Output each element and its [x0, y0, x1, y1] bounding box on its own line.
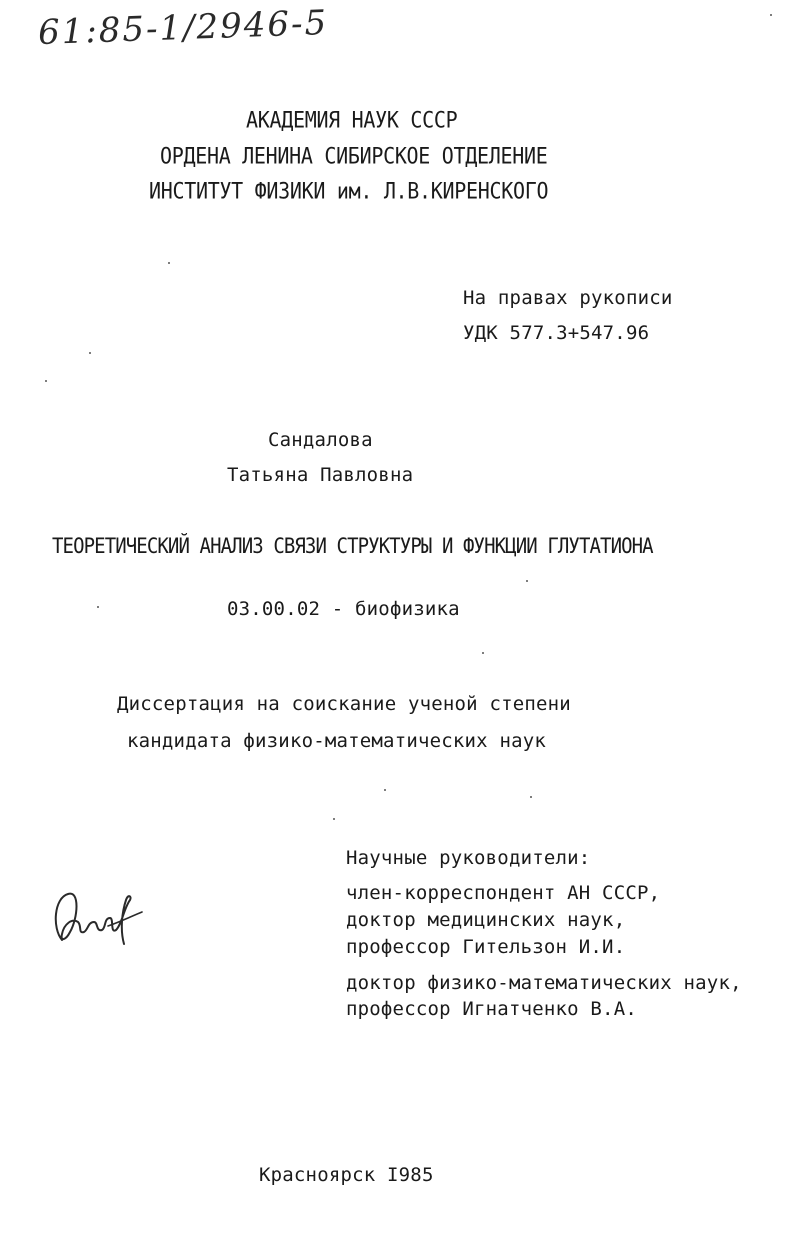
author-surname: Сандалова — [268, 429, 373, 451]
supervisor-1-line-2: доктор медицинских наук, — [346, 909, 626, 931]
header-institute: ИНСТИТУТ ФИЗИКИ им. Л.В.КИРЕНСКОГО — [149, 177, 549, 204]
header-academy: АКАДЕМИЯ НАУК СССР — [246, 106, 458, 133]
signature — [48, 878, 148, 958]
paper-speck — [168, 262, 170, 264]
archive-number-handwritten: 61:85-1/2946-5 — [37, 2, 329, 54]
supervisors-heading: Научные руководители: — [346, 847, 591, 869]
paper-speck — [482, 652, 484, 654]
supervisor-1-line-3: профессор Гительзон И.И. — [346, 936, 626, 958]
paper-speck — [89, 352, 91, 354]
author-given-names: Татьяна Павловна — [227, 464, 414, 486]
paper-speck — [530, 796, 532, 798]
paper-speck — [333, 818, 335, 820]
degree-line-2: кандидата физико-математических наук — [127, 730, 547, 752]
place-and-year: Красноярск I985 — [259, 1164, 434, 1186]
paper-speck — [770, 14, 772, 16]
specialty-code: 03.00.02 - биофизика — [227, 598, 460, 620]
paper-speck — [45, 380, 47, 382]
paper-speck — [97, 606, 99, 608]
paper-speck — [526, 580, 528, 582]
manuscript-rights: На правах рукописи — [463, 287, 673, 309]
supervisor-1-line-1: член-корреспондент АН СССР, — [346, 882, 661, 904]
dissertation-title: ТЕОРЕТИЧЕСКИЙ АНАЛИЗ СВЯЗИ СТРУКТУРЫ И ФУНКЦИИ ГЛУТАТИОНА — [52, 534, 653, 559]
paper-speck — [384, 789, 386, 791]
supervisor-2-line-2: профессор Игнатченко В.А. — [346, 998, 637, 1020]
degree-line-1: Диссертация на соискание ученой степени — [117, 693, 571, 715]
supervisor-2-line-1: доктор физико-математических наук, — [346, 972, 742, 994]
header-division: ОРДЕНА ЛЕНИНА СИБИРСКОЕ ОТДЕЛЕНИЕ — [160, 142, 548, 169]
udc-code: УДК 577.3+547.96 — [463, 322, 650, 344]
